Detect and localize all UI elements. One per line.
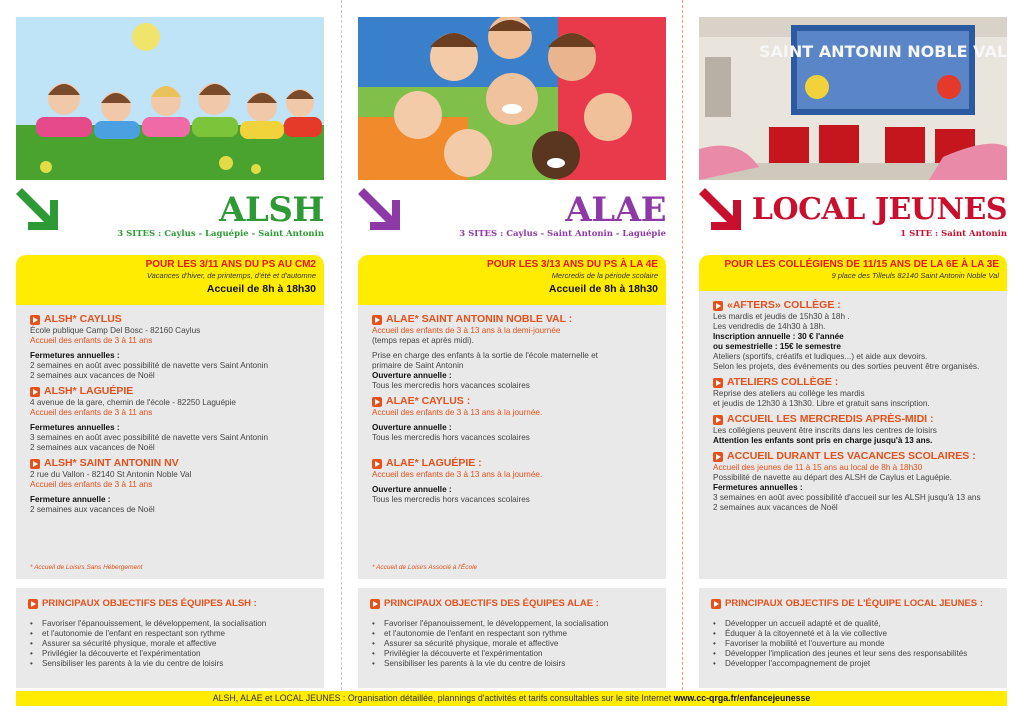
arrow-right-icon xyxy=(713,415,723,425)
photo-children-circle xyxy=(358,17,666,180)
arrow-icon xyxy=(358,188,404,234)
section-line: Attention les enfants sont pris en charge jusqu'à 13 ans. xyxy=(713,436,933,445)
section-heading xyxy=(713,413,995,426)
info-box xyxy=(16,255,324,579)
period-line: Mercredis de la période scolaire xyxy=(551,271,658,280)
section-line: Inscription annuelle : 30 € l'année xyxy=(713,332,844,341)
section-line: Ateliers (sportifs, créatifs et ludiques...) et aide aux devoirs. xyxy=(713,352,928,361)
section-line: Ouverture annuelle : xyxy=(372,371,452,380)
arrow-right-icon xyxy=(30,459,40,469)
objective-item: • Sensibiliser les parents à la vie du centre de loisirs xyxy=(370,659,654,669)
objectives-list xyxy=(370,619,654,669)
objective-item: • Privilégier la découverte et l'expérimentation xyxy=(370,649,654,659)
audience-line: POUR LES COLLÉGIENS DE 11/15 ANS DE LA 6E À LA 3E xyxy=(724,259,999,270)
section-line: Les mardis et jeudis de 15h30 à 18h . xyxy=(713,312,850,321)
section-heading xyxy=(372,457,654,470)
section-line: Fermetures annuelles : xyxy=(30,423,120,432)
period-line: 9 place des Tilleuls 82140 Saint Antonin Noble Val xyxy=(831,271,999,280)
objectives-title xyxy=(28,598,312,609)
info-box xyxy=(358,255,666,579)
fold-line xyxy=(341,0,342,705)
section-line: Ouverture annuelle : xyxy=(372,485,452,494)
arrow-right-icon xyxy=(30,387,40,397)
sites-line: 3 SITES : Caylus - Saint Antonin - Laguépie xyxy=(459,229,666,239)
objective-item: • Privilégier la découverte et l'expérimentation xyxy=(28,649,312,659)
objective-item: • Éduquer à la citoyenneté et à la vie collective xyxy=(711,629,995,639)
objective-item: • Développer un accueil adapté et de qualité, xyxy=(711,619,995,629)
objective-item: • et l'autonomie de l'enfant en respectant son rythme xyxy=(370,629,654,639)
info-box-header xyxy=(16,255,324,305)
arrow-right-icon xyxy=(713,378,723,388)
section-line: ou semestrielle : 15€ le semestre xyxy=(713,342,841,351)
section-heading-text: ALAE* LAGUÉPIE : xyxy=(386,457,482,469)
arrow-right-icon xyxy=(372,459,382,469)
objective-item: • Assurer sa sécurité physique, morale et affective xyxy=(370,639,654,649)
section-line: Fermetures annuelles : xyxy=(30,351,120,360)
section-line: Possibilité de navette au départ des ALSH de Caylus et Laguépie. xyxy=(713,473,952,482)
section-heading-text: ALAE* SAINT ANTONIN NOBLE VAL : xyxy=(386,313,573,325)
section-line: Accueil des enfants de 3 à 11 ans xyxy=(30,336,153,345)
section-heading xyxy=(713,376,995,389)
objectives-title xyxy=(370,598,654,609)
sections xyxy=(699,291,1007,513)
info-box-header xyxy=(699,255,1007,291)
section-title: ALSH xyxy=(219,190,324,230)
arrow-right-icon xyxy=(372,397,382,407)
objectives-title-text: PRINCIPAUX OBJECTIFS DES ÉQUIPES ALSH : xyxy=(42,598,257,609)
section-line: Fermetures annuelles : xyxy=(713,483,803,492)
section-line: Fermeture annuelle : xyxy=(30,495,111,504)
audience-line: POUR LES 3/13 ANS DU PS À LA 4E xyxy=(487,259,658,270)
objectives-list xyxy=(711,619,995,669)
section-heading-text: ACCUEIL DURANT LES VACANCES SCOLAIRES : xyxy=(727,450,976,462)
section-title: LOCAL JEUNES xyxy=(751,192,1007,227)
section-heading-text: ALSH* CAYLUS xyxy=(44,313,122,325)
sites-line: 1 SITE : Saint Antonin xyxy=(900,229,1007,239)
section-heading-text: ALSH* SAINT ANTONIN NV xyxy=(44,457,179,469)
section-line: Selon les projets, des événements ou des sorties peuvent être organisés. xyxy=(713,362,980,371)
footnote: * Accueil de Loisirs Sans Hébergement xyxy=(30,564,143,571)
section-heading xyxy=(372,313,654,326)
section-heading xyxy=(30,457,312,470)
footer-link[interactable]: www.cc-qrga.fr/enfancejeunesse xyxy=(673,693,811,703)
section-heading xyxy=(30,385,312,398)
fold-line xyxy=(682,0,683,705)
photo-youth-room xyxy=(699,17,1007,180)
spacer xyxy=(372,448,654,453)
section-line: Ouverture annuelle : xyxy=(372,423,452,432)
objectives-list xyxy=(28,619,312,669)
section-line: 3 semaines en août avec possibilité de navette vers Saint Antonin xyxy=(30,433,269,442)
section-line: École publique Camp Del Bosc - 82160 Caylus xyxy=(30,326,201,335)
arrow-icon xyxy=(699,188,745,234)
section-line: Tous les mercredis hors vacances scolaires xyxy=(372,433,530,442)
title-row xyxy=(16,188,324,244)
footnote: * Accueil de Loisirs Associé à l'École xyxy=(372,564,478,571)
section-heading xyxy=(30,313,312,326)
sections xyxy=(358,305,666,505)
arrow-right-icon xyxy=(713,301,723,311)
objectives-box xyxy=(358,588,666,688)
section-heading-text: ALSH* LAGUÉPIE xyxy=(44,385,134,397)
mural-text: SAINT ANTONIN NOBLE VAL xyxy=(758,42,1007,61)
objective-item: • Favoriser la mobilité et l'ouverture au monde xyxy=(711,639,995,649)
sites-line: 3 SITES : Caylus - Laguépie - Saint Antonin xyxy=(117,229,324,239)
section-line: Tous les mercredis hors vacances scolaires xyxy=(372,381,530,390)
objective-item: • et l'autonomie de l'enfant en respectant son rythme xyxy=(28,629,312,639)
section-line: et jeudis de 12h30 à 13h30. Libre et gratuit sans inscription. xyxy=(713,399,930,408)
arrow-right-icon xyxy=(372,315,382,325)
footer-banner xyxy=(16,691,1007,706)
objectives-title xyxy=(711,598,995,609)
section-line: Les collégiens peuvent être inscrits dans les centres de loisirs xyxy=(713,426,937,435)
audience-line: POUR LES 3/11 ANS DU PS AU CM2 xyxy=(145,259,316,270)
section-line: Reprise des ateliers au collège les mardis xyxy=(713,389,865,398)
section-line: 3 semaines en août avec possibilité d'accueil sur les ALSH jusqu'à 13 ans xyxy=(713,493,981,502)
arrow-icon xyxy=(16,188,62,234)
section-heading xyxy=(713,299,995,312)
objective-item: • Développer l'accompagnement de projet xyxy=(711,659,995,669)
arrow-right-icon xyxy=(713,452,723,462)
section-heading-text: ATELIERS COLLÈGE : xyxy=(727,376,839,388)
section-line: Accueil des enfants de 3 à 13 ans à la demi-journée xyxy=(372,326,561,335)
section-line: 2 semaines aux vacances de Noël xyxy=(30,371,155,380)
title-row xyxy=(699,188,1007,244)
section-line: Les vendredis de 14h30 à 18h. xyxy=(713,322,826,331)
arrow-right-icon xyxy=(711,599,721,609)
section-line: 2 semaines en août avec possibilité de navette vers Saint Antonin xyxy=(30,361,269,370)
section-line: 2 semaines aux vacances de Noël xyxy=(713,503,838,512)
objectives-title-text: PRINCIPAUX OBJECTIFS DE L'ÉQUIPE LOCAL JEUNES : xyxy=(725,598,983,609)
section-heading-text: ACCUEIL LES MERCREDIS APRÈS-MIDI : xyxy=(727,413,934,425)
section-line: 4 avenue de la gare, chemin de l'école - 82250 Laguépie xyxy=(30,398,236,407)
info-box-header xyxy=(358,255,666,305)
objectives-title-text: PRINCIPAUX OBJECTIFS DES ÉQUIPES ALAE : xyxy=(384,598,599,609)
hours-line: Accueil de 8h à 18h30 xyxy=(206,283,316,295)
info-box xyxy=(699,255,1007,579)
arrow-right-icon xyxy=(30,315,40,325)
objective-item: • Développer l'implication des jeunes et leur sens des responsabilités xyxy=(711,649,995,659)
footer-text: ALSH, ALAE et LOCAL JEUNES : Organisation détaillée, plannings d'activités et tarifs consultables sur le site Internet xyxy=(212,693,674,703)
section-line: (temps repas et après midi). xyxy=(372,336,474,345)
section-heading xyxy=(713,450,995,463)
sections xyxy=(16,305,324,515)
section-line: Tous les mercredis hors vacances scolaires xyxy=(372,495,530,504)
section-line: 2 rue du Vallon - 82140 St Antonin Noble Val xyxy=(30,470,192,479)
section-line: Accueil des enfants de 3 à 11 ans xyxy=(30,408,153,417)
section-line: Prise en charge des enfants à la sortie de l'école maternelle et xyxy=(372,351,598,360)
section-line: primaire de Saint Antonin xyxy=(372,361,464,370)
section-line: Accueil des enfants de 3 à 11 ans xyxy=(30,480,153,489)
objectives-box xyxy=(16,588,324,688)
section-line: Accueil des enfants de 3 à 13 ans à la journée. xyxy=(372,470,543,479)
section-line: 2 semaines aux vacances de Noël xyxy=(30,505,155,514)
period-line: Vacances d'hiver, de printemps, d'été et d'automne xyxy=(146,271,316,280)
section-line: Accueil des enfants de 3 à 13 ans à la journée. xyxy=(372,408,543,417)
title-row xyxy=(358,188,666,244)
objective-item: • Sensibiliser les parents à la vie du centre de loisirs xyxy=(28,659,312,669)
section-heading xyxy=(372,395,654,408)
arrow-right-icon xyxy=(28,599,38,609)
section-heading-text: «AFTERS» COLLÈGE : xyxy=(727,299,841,311)
objective-item: • Assurer sa sécurité physique, morale et affective xyxy=(28,639,312,649)
objective-item: • Favoriser l'épanouissement, le développement, la socialisation xyxy=(28,619,312,629)
hours-line: Accueil de 8h à 18h30 xyxy=(548,283,658,295)
section-heading-text: ALAE* CAYLUS : xyxy=(386,395,471,407)
objectives-box xyxy=(699,588,1007,688)
photo-children-on-grass xyxy=(16,17,324,180)
section-title: ALAE xyxy=(565,190,666,230)
section-line: 2 semaines aux vacances de Noël xyxy=(30,443,155,452)
arrow-right-icon xyxy=(370,599,380,609)
section-line: Accueil des jeunes de 11 à 15 ans au local de 8h à 18h30 xyxy=(713,463,923,472)
objective-item: • Favoriser l'épanouissement, le développement, la socialisation xyxy=(370,619,654,629)
